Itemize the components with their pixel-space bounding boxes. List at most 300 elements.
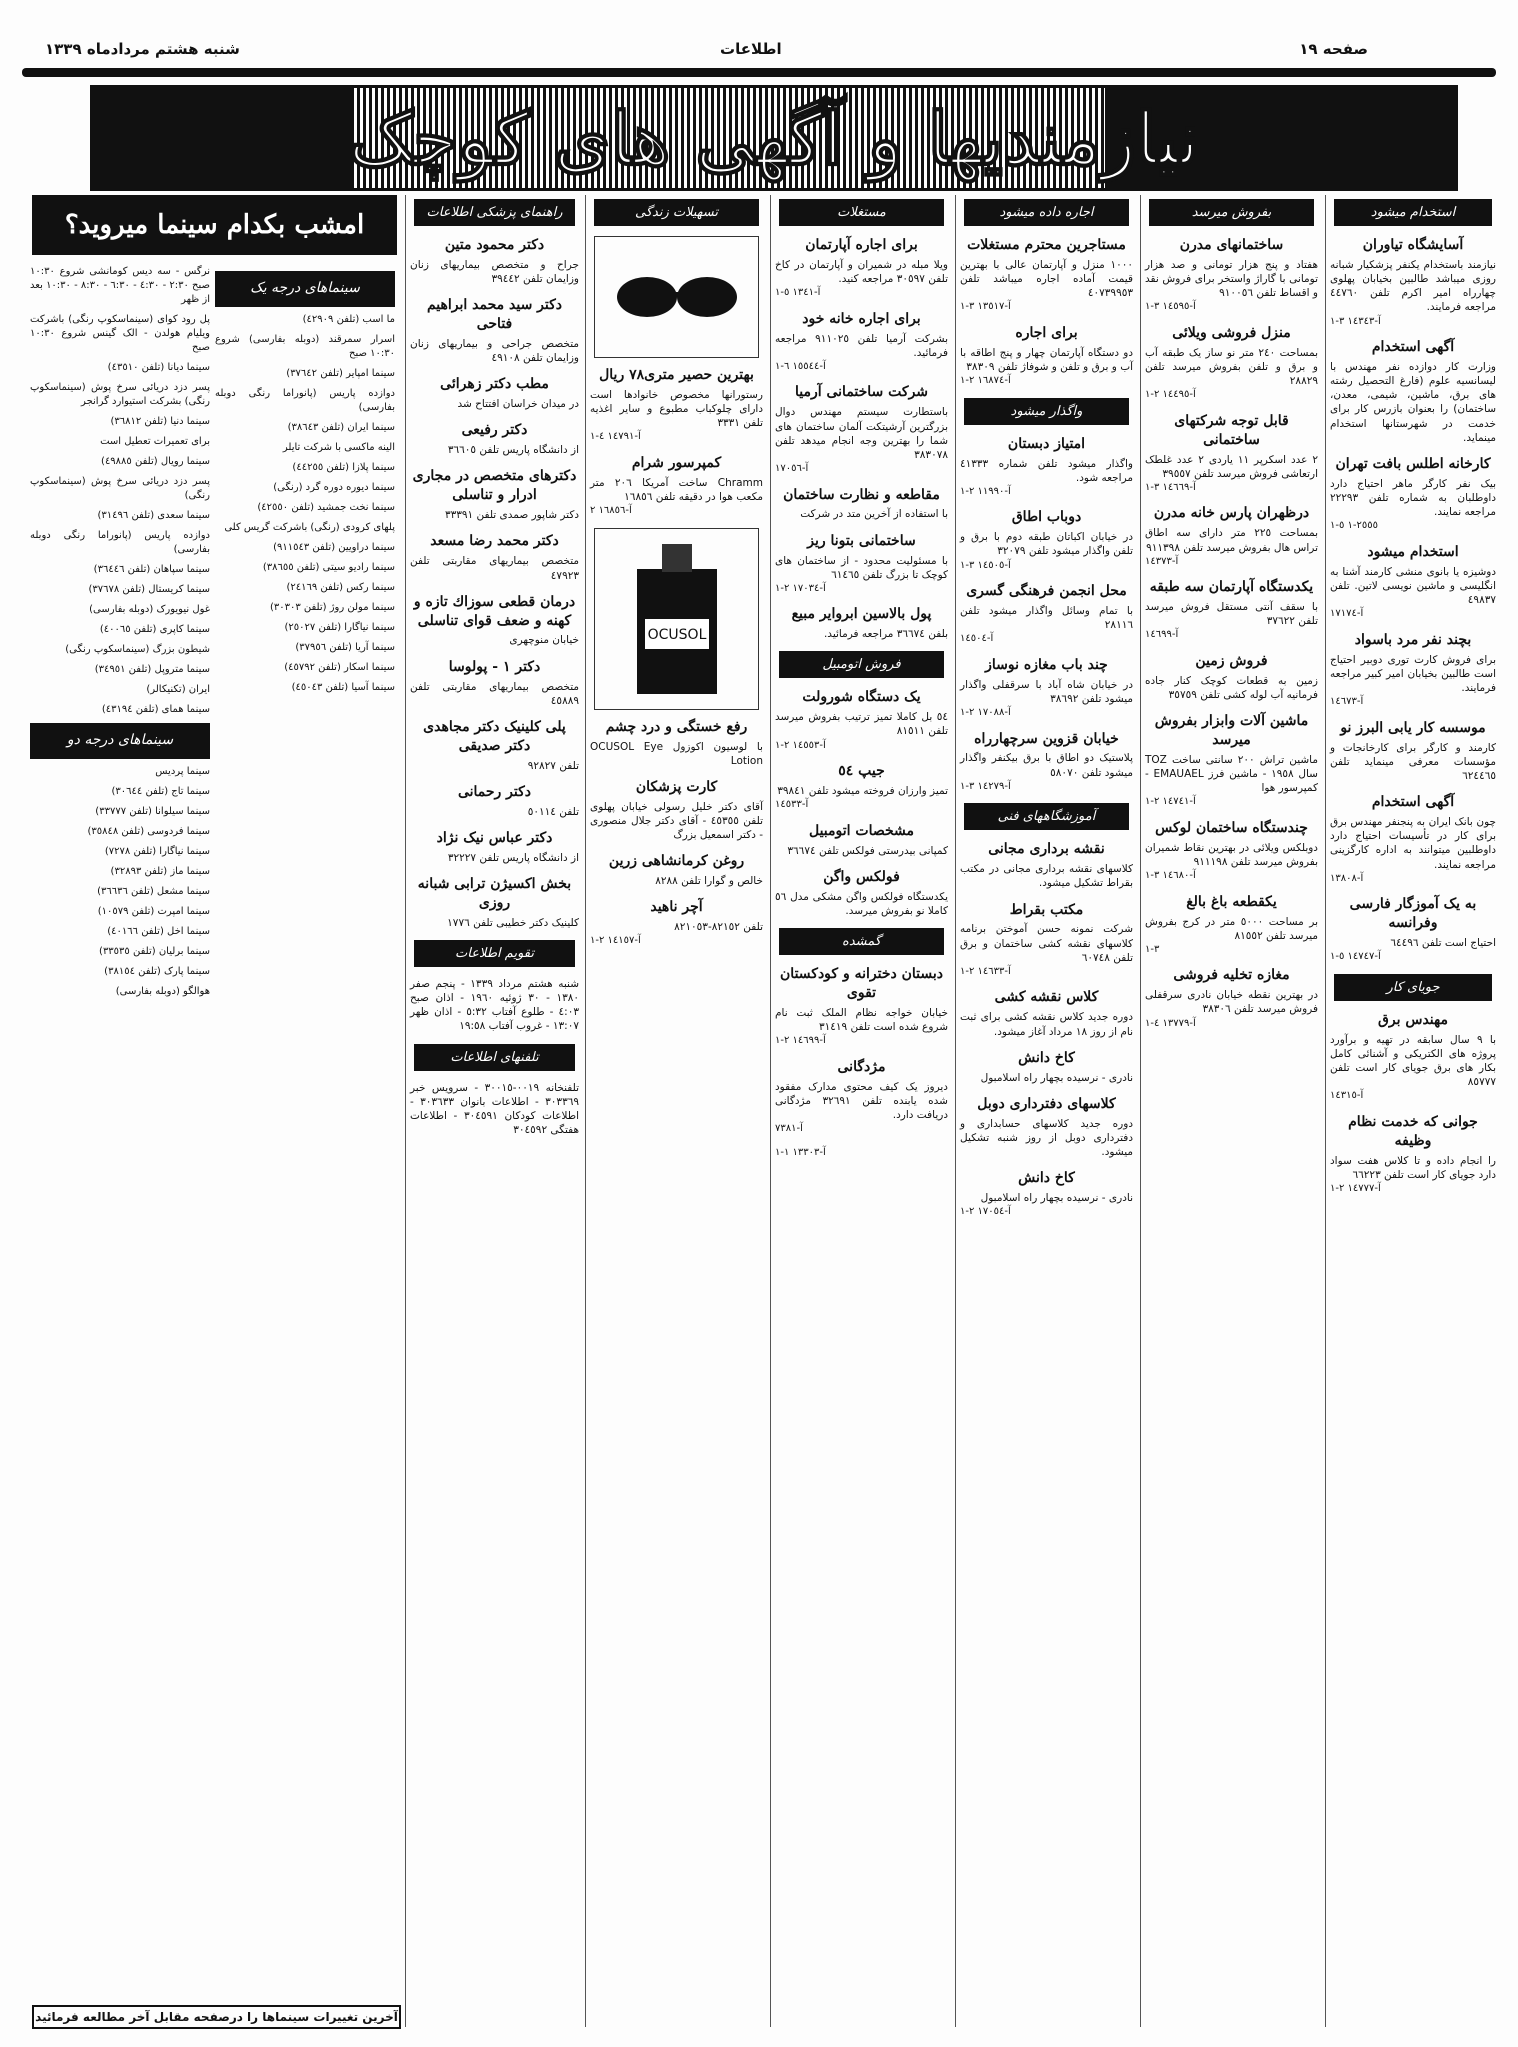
classified-ad bbox=[590, 898, 763, 948]
classified-ad bbox=[775, 486, 948, 522]
ad-code: آ-١٧١٧٤ bbox=[1330, 608, 1364, 620]
classified-ad bbox=[960, 582, 1133, 646]
ad-code: ٢٥٥٥-١ ٥-١ bbox=[1330, 520, 1379, 532]
ad-title: دکترهای متخصص در مجاری ادرار و تناسلی bbox=[412, 468, 577, 504]
ad-body: هفتاد و پنج هزار تومانی و صد هزار تومانی با گاراژ واستخر برای فروش نقد و اقساط تلفن ٩١٠٠٥٦ bbox=[1145, 258, 1318, 300]
cinema-listing: الینه ماکسی با شرکت تایلر bbox=[282, 441, 395, 453]
ad-title: بهترین حصیر متری٧٨ ریال bbox=[599, 367, 754, 383]
cinema-listing: سینما نیاگارا (تلفن ٢٥٠٢٧) bbox=[284, 621, 395, 633]
classified-ad bbox=[960, 656, 1133, 720]
ad-code: آ-١٤٦٦٩ ٣-١ bbox=[1145, 481, 1196, 493]
ad-code: آ-١٥٥٤٤ ٦-١ bbox=[775, 360, 826, 372]
ad-title: یکقطعه باغ بالغ bbox=[1186, 893, 1277, 910]
ad-title: برای اجاره خانه خود bbox=[802, 310, 921, 327]
ad-title: آگهی استخدام bbox=[1371, 339, 1455, 356]
classified-ad bbox=[410, 421, 579, 457]
ad-code: آ-١٤٥٥٣ ٢-١ bbox=[775, 739, 826, 751]
classified-column bbox=[585, 195, 767, 2027]
ad-title: خیابان قزوین سرچهارراه bbox=[974, 730, 1119, 747]
classified-ad bbox=[1145, 893, 1318, 957]
cinema-listing: سینما آسیا (تلفن ٤٥٠٤٣) bbox=[291, 681, 395, 693]
ad-title: قابل توجه شرکتهای ساختمانی bbox=[1174, 412, 1289, 448]
ad-body: کلاسهای نقشه برداری مجانی در مکتب بقراط تشکیل میشود. bbox=[960, 863, 1133, 890]
section-heading: اجاره داده میشود bbox=[964, 199, 1129, 226]
classified-ad bbox=[410, 375, 579, 411]
cinema-listing: سینما کاپری (تلفن ٤٠٠٦٥) bbox=[99, 624, 210, 635]
classified-ad bbox=[410, 236, 579, 286]
classified-ad bbox=[1145, 412, 1318, 495]
cinema-footer-note: آخرین تغییرات سینماها را درصفحه مقابل آخر مطالعه فرمائید bbox=[32, 2005, 401, 2029]
classified-ad bbox=[775, 1146, 948, 1160]
ad-title: کاخ دانش bbox=[1018, 1170, 1075, 1187]
ad-title: آگهی استخدام bbox=[1371, 794, 1455, 811]
ad-body: تلفن ٨٢١٥٢-٨٢١٠٥٣ bbox=[674, 921, 763, 934]
ad-title: بچند نفر مرد باسواد bbox=[1354, 631, 1472, 648]
classified-ad bbox=[410, 467, 579, 522]
cinema-listing: سینما رادیو سیتی (تلفن ٣٨٦٥٥) bbox=[262, 561, 395, 573]
ad-title: نقشه برداری مجانی bbox=[988, 841, 1105, 858]
ad-title: استخدام میشود bbox=[1367, 543, 1459, 560]
cinema-listing: سینما آریا (تلفن ٣٧٩٥٦) bbox=[295, 641, 395, 653]
ad-title: مشخصات اتومبیل bbox=[808, 822, 915, 839]
classified-ad bbox=[960, 1049, 1133, 1085]
cinema-column-a bbox=[215, 265, 395, 2017]
ad-title: کلاس نقشه کشی bbox=[994, 989, 1099, 1006]
svg-text:OCUSOL: OCUSOL bbox=[647, 626, 706, 643]
cinema-listing: شیطون بزرگ (سینماسکوپ رنگی) bbox=[65, 644, 210, 655]
ad-title: دکتر محمد رضا مسعد bbox=[430, 533, 559, 550]
cinema-listing: سینما اخل (تلفن ٤٠١٦٦) bbox=[107, 925, 210, 937]
ad-body: ١٠٠٠ منزل و آپارتمان عالی با بهترین قیمت آماده اجاره میباشد تلفن ٤٠٧٣٩٩٥٣ bbox=[960, 258, 1133, 300]
ad-body: متخصص بیماریهای مقاربتی تلفن ٤٧٩٢٣ bbox=[410, 555, 579, 582]
cinema-listing: دوازده پاریس (پانوراما رنگی دوبله بفارسی) bbox=[30, 530, 210, 555]
section-heading: مستغلات bbox=[779, 199, 944, 226]
ad-code: آ-١٤٣١٥ bbox=[1330, 1090, 1364, 1102]
cinema-title: امشب بکدام سینما میروید؟ bbox=[32, 195, 397, 255]
ad-body: ماشین تراش ٢٠٠ سانتی ساخت TOZ سال ١٩٥٨ - ماشین فرز EMAUAEL - کمپرسور هوا bbox=[1145, 753, 1318, 795]
ad-title: کاخ دانش bbox=[1018, 1049, 1075, 1066]
classified-ad bbox=[590, 852, 763, 888]
ad-body: خیابان منوچهری bbox=[509, 634, 579, 647]
ad-body: ٢ عدد اسکرپر ١١ یاردی ٢ عدد غلطک ارتعاشی فروش میرسد تلفن ٣٩٥٥٧ bbox=[1145, 453, 1319, 480]
second-class-cinemas-heading: سینماهای درجه دو bbox=[30, 723, 210, 759]
ad-body: چون بانک ایران به پنجنفر مهندس برق برای کار در تأسیسات احتیاج دارد داوطلبین میتوانند به اداره کارگزینی مراجعه نمایند. bbox=[1330, 816, 1496, 871]
ad-body: شرکت نمونه حسن آموختن برنامه کلاسهای نقشه کشی ساختمان و برق تلفن ٦٠٧٤٨ bbox=[960, 923, 1133, 964]
ad-body: واگذار میشود تلفن شماره ٤١٣٣٣ مراجعه شود. bbox=[960, 457, 1133, 484]
cinema-listing: نرگس - سه دیس کومانشی شروع ١٠:٣٠ صبح ٢:٣٠ - ٤:٣٠ - ٦:٣٠ - ٨:٣٠ - ١٠:٣٠ بعد از ظهر bbox=[30, 266, 210, 305]
ad-body: برای فروش کارت توری دوبیر احتیاج است طالبین بخیابان امیر کبیر مراجعه فرمایند. bbox=[1330, 653, 1496, 695]
classified-ad bbox=[410, 532, 579, 582]
ad-body: جراح و متخصص بیماریهای زنان وزایمان تلفن ٣٩٤٤٢ bbox=[410, 258, 579, 286]
ad-title: برای اجاره bbox=[1015, 324, 1078, 341]
header-rule bbox=[22, 68, 1496, 77]
ad-body: بر مساحت ٥٠٠٠ متر در کرج بفروش میرسد تلفن ٨١٥٥٢ bbox=[1145, 915, 1319, 942]
classified-ad bbox=[410, 829, 579, 865]
ad-title: جیپ ٥٤ bbox=[838, 763, 885, 780]
section-heading: تقویم اطلاعات bbox=[414, 940, 575, 967]
ad-code: ٣-١ bbox=[1145, 943, 1160, 955]
cinema-listing: سینما ایران (تلفن ٣٨٦٤٣) bbox=[287, 421, 395, 433]
classified-ad bbox=[1330, 631, 1496, 709]
ad-code: آ-٧٣٨١ bbox=[775, 1123, 803, 1135]
ad-title: مقاطعه و نظارت ساختمان bbox=[783, 486, 940, 503]
ad-title: درمان قطعی سوزاك تازه و کهنه و ضعف قوای تناسلی bbox=[413, 593, 576, 629]
classified-column bbox=[770, 195, 952, 2027]
cinema-listing: پلهای کرودی (رنگی) باشرکت گریس کلی bbox=[224, 521, 395, 533]
classified-ad bbox=[1145, 504, 1318, 568]
classified-ad bbox=[775, 310, 948, 374]
ad-body: بمساحت ٢٢٥ متر دارای سه اطاق تراس هال بفروش میرسد تلفن ٩١١٣٩٨ bbox=[1145, 527, 1318, 554]
cinema-listing: پل رود کوای (سینماسکوپ رنگی) باشرکت ویلیام هولدن - الک گینس شروع ١٠:٣٠ صبح bbox=[30, 314, 210, 353]
cinema-listing: سینما امپرت (تلفن ١٠٥٧٩) bbox=[97, 905, 210, 917]
ad-title: دوباب اطاق bbox=[1011, 509, 1082, 526]
ad-code: آ-١٣٧٧٩ ٤-١ bbox=[1145, 1017, 1196, 1029]
classified-ad bbox=[960, 840, 1133, 890]
classified-ad bbox=[590, 366, 763, 444]
classified-column bbox=[1140, 195, 1322, 2027]
ad-title: مطب دکتر زهرائی bbox=[440, 376, 549, 393]
ad-title: ساختمانی بتونا ریز bbox=[807, 532, 916, 549]
cinema-listing: سینما تاج (تلفن ٣٠٦٤٤) bbox=[111, 785, 210, 797]
cinema-listing: سینما دراویین (تلفن ٩١١٥٤٣) bbox=[273, 541, 395, 553]
cinema-listing: اسرار سمرقند (دوبله بفارسی) شروع ١٠:٣٠ صبح bbox=[215, 333, 395, 359]
ad-code: آ-١٦٨٥٦ ٢ bbox=[590, 505, 632, 517]
classified-ad bbox=[1330, 543, 1496, 621]
cinema-listing: ما اسب (تلفن ٤٢٩٠٩) bbox=[302, 313, 395, 325]
section-heading: فروش اتومبیل bbox=[779, 651, 944, 678]
classified-ad bbox=[1330, 338, 1496, 445]
ad-title: کمپرسور شرام bbox=[631, 454, 722, 471]
ad-body: بیک نفر کارگر ماهر احتیاج دارد داوطلبان به شماره تلفن ٢٢٢٩٣ مراجعه نمایند. bbox=[1330, 477, 1496, 519]
ad-title: رفع خستگی و درد چشم bbox=[605, 718, 748, 735]
ad-title: روغن کرمانشاهی زرین bbox=[608, 853, 745, 870]
cinema-listing: سینما کریستال (تلفن ٣٧٦٧٨) bbox=[88, 584, 210, 595]
ad-title: بخش اکسیژن ترابی شبانه روزی bbox=[417, 875, 572, 911]
ad-body: نادری - نرسیده بچهار راه اسلامبول bbox=[980, 1192, 1133, 1205]
ad-body: در بهترین نقطه خیابان نادری سرقفلی فروش میرسد تلفن ٣٨٣٠٦ bbox=[1145, 989, 1318, 1016]
section-heading: تلفنهای اطلاعات bbox=[414, 1044, 575, 1071]
ad-title: کارخانه اطلس بافت تهران bbox=[1335, 456, 1491, 472]
ad-title: دکتر سید محمد ابراهیم فتاحی bbox=[426, 297, 563, 333]
ad-body: متخصص بیماریهای مقاربتی تلفن ٤٥٨٨٩ bbox=[410, 680, 579, 707]
classified-ad bbox=[590, 778, 763, 842]
banner-title: نیازمندیها و آگهی های کوچک bbox=[348, 95, 1200, 181]
classified-ad bbox=[960, 1169, 1133, 1219]
ad-code: آ-١٤٦٩٩ bbox=[1145, 629, 1179, 641]
ad-title: دکتر رحمانی bbox=[457, 783, 532, 800]
ad-body: در میدان خراسان افتتاح شد bbox=[457, 398, 579, 411]
ad-code: آ-١٤٦٣٣ ٢-١ bbox=[960, 965, 1011, 977]
ad-body: بشرکت آرمیا تلفن ٩١١٠٢٥ مراجعه فرمائید. bbox=[775, 332, 949, 359]
cinema-listing: سینما متروپل (تلفن ٣٤٩٥١) bbox=[94, 664, 210, 675]
ad-title: پول بالاسین ابروایر مبیع bbox=[791, 606, 932, 623]
ad-code: آ-١٤٦٩٩ ٢-١ bbox=[775, 1035, 826, 1047]
ad-title: کارت پزشکان bbox=[635, 778, 718, 795]
ad-code: آ-١٤٣٤٣ ٣-١ bbox=[1330, 315, 1381, 327]
cinema-listing: پسر دزد دریائی سرخ پوش (سینماسکوپ رنگی) بشرکت استیوارد گرانجر bbox=[30, 382, 210, 407]
cinema-listing: سینما مشعل (تلفن ٣٦٦٣٦) bbox=[97, 885, 210, 897]
ad-body: دو دستگاه آپارتمان چهار و پنج اطاقه با آب و برق و تلفن و شوفاژ تلفن ٣٨٣٠٩ bbox=[960, 346, 1133, 373]
ad-title: فروش زمین bbox=[1195, 652, 1268, 669]
cinema-listing: سینما سعدی (تلفن ٣١٤٩٦) bbox=[97, 510, 210, 521]
classified-ad bbox=[410, 593, 579, 648]
classified-ad bbox=[1145, 236, 1318, 314]
section-heading: جویای کار bbox=[1334, 974, 1492, 1001]
ad-code: آ-١٤٦٨٠ ٣-١ bbox=[1145, 870, 1196, 882]
classified-column bbox=[1325, 195, 1500, 2027]
ad-body: از دانشگاه پاریس تلفن ٣٢٢٢٧ bbox=[447, 851, 579, 864]
cinema-listing: سینما اسکار (تلفن ٤٥٧٩٢) bbox=[284, 661, 395, 673]
cinema-listing: سینما فردوسی (تلفن ٣٥٨٤٨) bbox=[87, 825, 210, 837]
classified-ad bbox=[1330, 1113, 1496, 1196]
cinema-listing: برای تعمیرات تعطیل است bbox=[100, 436, 210, 447]
section-heading: بفروش میرسد bbox=[1149, 199, 1314, 226]
classified-ad bbox=[410, 783, 579, 819]
ad-code: آ-١٤٥٠٥ ٣-١ bbox=[960, 559, 1011, 571]
classified-ad bbox=[960, 730, 1133, 794]
ad-body: با مسئولیت محدود - از ساختمان های کوچک تا بزرگ تلفن ٦١٤٦٥ bbox=[775, 554, 948, 581]
ad-body: دیروز یک کیف محتوی مدارک مفقود شده یابنده تلفن ٣٢٦٩١ مژدگانی دریافت دارد. bbox=[775, 1080, 948, 1121]
classified-ad bbox=[410, 658, 579, 708]
classified-ad bbox=[1145, 819, 1318, 883]
ad-body: با تمام وسائل واگذار میشود تلفن ٢٨١١٦ bbox=[960, 605, 1133, 632]
ad-body: تلفن ٩٢٨٢٧ bbox=[527, 759, 579, 772]
cinema-listing: غول نیویورک (دوبله بفارسی) bbox=[89, 604, 210, 615]
classified-ad bbox=[960, 988, 1133, 1038]
section-heading: آموزشگاههای فنی bbox=[964, 803, 1129, 830]
cinema-listing: ایران (تکنیکالر) bbox=[146, 684, 210, 695]
cinema-listing: هوالگو (دوبله بفارسی) bbox=[115, 985, 210, 997]
ad-title: مژدگانی bbox=[837, 1058, 886, 1075]
ad-body: پلاستیک دو اطاق با برق بیکنفر واگذار میشود تلفن ٥٨٠٧٠ bbox=[960, 752, 1133, 779]
ad-code: آ-١٤٤٩٥ ٢-١ bbox=[1145, 389, 1196, 401]
ad-code: آ-١٧٠٨٨ ٢-١ bbox=[960, 707, 1011, 719]
classified-ad bbox=[775, 532, 948, 596]
ad-title: چند باب مغازه نوساز bbox=[985, 656, 1108, 673]
ad-code: آ-١٤١٥٧ ٢-١ bbox=[590, 935, 641, 947]
cinema-listing: سینما ماز (تلفن ٣٢٨٩٣) bbox=[110, 865, 210, 877]
ad-body: ٥٤ بل کاملا تمیز ترتیب بفروش میرسد تلفن ٨١٥١١ bbox=[775, 711, 948, 738]
section-heading: گمشده bbox=[779, 928, 944, 955]
ad-body: کلینیک دکتر خطیبی تلفن ١٧٧٦ bbox=[447, 916, 579, 929]
ad-body: کارمند و کارگر برای کارخانجات و مؤسسات معرفی مینماید تلفن ٦٢٤٤٦٥ bbox=[1330, 741, 1496, 782]
ad-title: آچر ناهید bbox=[650, 899, 703, 916]
ad-title: مستاجرین محترم مستغلات bbox=[967, 237, 1126, 253]
cinema-listing: سینما همای (تلفن ٤٣١٩٤) bbox=[101, 704, 210, 715]
classified-ad bbox=[1330, 236, 1496, 328]
cinema-listing: سینما نخت جمشید (تلفن ٤٢٥٥٠) bbox=[257, 501, 395, 513]
section-heading: واگذار میشود bbox=[964, 398, 1129, 425]
phone-directory: تلفنخانه ٠٠١٩-٣٠٠١٥ - سرویس خبر ٣٠٣٣٦٩ - اطلاعات بانوان ٣٠٣٦٣٣ - اطلاعات کودکان ٣٠٤٥٩١ - اطلاعات هفتگی ٣٠٤٥٩٢ bbox=[410, 1081, 579, 1137]
ad-code: آ-١٣٨٠٨ bbox=[1330, 872, 1364, 884]
ad-body: تمیز وارزان فروخته میشود تلفن ٣٩٨٤١ bbox=[777, 785, 948, 798]
ad-body: آقای دکتر خلیل رسولی خیابان پهلوی تلفن ٤٥٣٥٥ - آقای دکتر جلال منصوری - دکتر اسمعیل بزرگ bbox=[590, 800, 763, 842]
ad-title: دبستان دخترانه و کودکستان تقوی bbox=[780, 966, 943, 1001]
cinema-listing: سینما برلیان (تلفن ٣٣٥٣٥) bbox=[99, 945, 210, 957]
ad-title: امتیاز دبستان bbox=[1007, 435, 1086, 452]
classified-ad bbox=[960, 901, 1133, 979]
eye-lotion-bottle-image bbox=[594, 528, 759, 710]
ad-code: آ-١٣٤١ ٥-١ bbox=[775, 287, 821, 299]
section-heading: تسهیلات زندگی bbox=[594, 199, 759, 226]
classified-ad bbox=[960, 508, 1133, 572]
cinema-listing: سینما نیاگارا (تلفن ٧٢٧٨) bbox=[104, 845, 210, 857]
classified-ad bbox=[960, 1095, 1133, 1159]
ad-title: مغازه تخلیه فروشی bbox=[1173, 967, 1290, 984]
ad-code: آ-١٧٠٣٤ ٢-١ bbox=[775, 582, 826, 594]
ad-title: ماشین آلات وابزار بفروش میرسد bbox=[1154, 713, 1309, 749]
ad-code: آ-١٤٥٣٣ bbox=[775, 799, 809, 811]
ad-body: در خیابان شاه آباد با سرقفلی واگذار میشود تلفن ٣٨٦٩٢ bbox=[960, 678, 1133, 705]
ad-title: موسسه کار یابی البرز نو bbox=[1340, 719, 1486, 736]
ad-title: به یک آموزگار فارسی وفرانسه bbox=[1349, 896, 1477, 932]
classified-ad bbox=[775, 822, 948, 858]
ad-body: با لوسیون اکوزول OCUSOL Eye Lotion bbox=[590, 740, 763, 767]
ad-code: آ-١٤٣٧٣ bbox=[1145, 555, 1179, 567]
cinema-listing: سینما دیوره دوره گرد (رنگی) bbox=[273, 481, 395, 493]
ad-code: آ-١١٩٩٠ ٢-١ bbox=[960, 485, 1011, 497]
page-number: صفحه ١٩ bbox=[1299, 40, 1368, 58]
cinema-listing: سینما سپاهان (تلفن ٣٦٤٤٦) bbox=[93, 564, 210, 575]
ad-title: یک دستگاه شورولت bbox=[802, 689, 921, 706]
ad-title: برای اجاره آپارتمان bbox=[805, 237, 918, 253]
ad-title: منزل فروشی ویلائی bbox=[1172, 324, 1291, 341]
classified-ad bbox=[775, 236, 948, 300]
classified-ad bbox=[775, 1058, 948, 1136]
calendar-text: شنبه هشتم مرداد ١٣٣٩ - پنجم صفر ١٣٨٠ - ٣٠ ژوئیه ١٩٦٠ - اذان صبح ٤:٠٣ - طلوع آفتاب ٥:٣٢ - اذان ظهر ١٣:٠٧ - غروب آفتاب ١٩:٥٨ bbox=[410, 977, 580, 1033]
ad-body: احتیاج است تلفن ٦٤٤٩٦ bbox=[1390, 936, 1496, 949]
classifieds-banner bbox=[90, 85, 1458, 191]
classified-ad bbox=[1330, 793, 1496, 885]
classified-ad bbox=[1145, 652, 1318, 702]
ad-body: یکدستگاه فولکس واگن مشکی مدل ٥٦ کاملا نو بفروش میرسد. bbox=[775, 890, 948, 917]
classified-ad bbox=[410, 875, 579, 930]
ad-title: یکدستگاه آپارتمان سه طبقه bbox=[1149, 579, 1314, 596]
ad-code: آ-١٧٠٥٤ ٢-١ bbox=[960, 1206, 1011, 1218]
ad-body: دوشیزه یا بانوی منشی کارمند آشنا به انگلیسی و ماشین نویسی لاتین. تلفن ٤٩٨٣٧ bbox=[1330, 565, 1496, 607]
ad-code: آ-١٤٧٧٧ ٢-١ bbox=[1330, 1182, 1381, 1194]
ad-title: ساختمانهای مدرن bbox=[1179, 237, 1284, 253]
classified-ad bbox=[410, 296, 579, 365]
ad-title: محل انجمن فرهنگی گسری bbox=[966, 583, 1127, 600]
classified-ad bbox=[775, 605, 948, 641]
classified-ad bbox=[1145, 966, 1318, 1030]
classified-ad bbox=[1145, 578, 1318, 642]
classified-ad bbox=[1330, 895, 1496, 963]
classified-ad bbox=[1145, 712, 1318, 809]
cinema-listing: سینما پلازا (تلفن ٤٤٢٥٥) bbox=[292, 461, 395, 473]
ad-body: با سقف آنتی مستقل فروش میرسد تلفن ٣٧٦٢٢ bbox=[1145, 601, 1318, 628]
classified-ad bbox=[1330, 719, 1496, 783]
ad-body: خالص و گوارا تلفن ٨٢٨٨ bbox=[655, 875, 763, 888]
cinema-listing: سینما پردیس bbox=[155, 765, 210, 777]
classified-ad bbox=[960, 236, 1133, 314]
ad-body: وزارت کار دوازده نفر مهندس با لیسانسیه علوم (فارغ التحصیل رشته های برق، ماشین، شیمی، معدن، ساختمان) را بعنوان بازرس کار برای خدمت در شهرستانها استخدام مینماید. bbox=[1330, 360, 1496, 444]
cinema-listing: سینما مولن روژ (تلفن ٣٠٣٠٣) bbox=[269, 601, 395, 613]
cinema-listing: پسر دزد دریائی سرخ پوش (سینماسکوپ رنگی) bbox=[30, 476, 210, 501]
ad-title: شرکت ساختمانی آرمیا bbox=[794, 384, 929, 401]
ad-body: دوبلکس ویلائی در بهترین نقاط شمیران بفروش میرسد تلفن ٩١١١٩٨ bbox=[1145, 841, 1318, 868]
ad-code: آ-١٤٦٧٣ bbox=[1330, 696, 1364, 708]
issue-date: شنبه هشتم مردادماه ١٣٣٩ bbox=[45, 40, 240, 58]
ad-title: آسایشگاه تیاوران bbox=[1362, 237, 1464, 253]
ad-body: دوره جدید کلاسهای حسابداری و دفترداری دوبل از روز شنبه تشکیل میشود. bbox=[960, 1117, 1133, 1158]
ad-code: آ-١٤٧٤١ ٢-١ bbox=[1145, 796, 1196, 808]
ad-title: مکتب بقراط bbox=[1009, 901, 1084, 918]
ad-title: مهندس برق bbox=[1378, 1011, 1448, 1028]
ad-title: جوانی که خدمت نظام وظیفه bbox=[1348, 1113, 1478, 1149]
ad-body: باستطارت سیستم مهندس دوال بزرگترین آرشیتکت آلمان ساختمان های شما را بهترین وجه انجام میدهد تلفن ٣٨٣٠٧٨ bbox=[775, 406, 948, 461]
classified-ad bbox=[1330, 1011, 1496, 1103]
ad-body: تلفن ٥٠١١٤ bbox=[527, 805, 579, 818]
section-heading: استخدام میشود bbox=[1334, 199, 1492, 226]
classified-ad bbox=[775, 688, 948, 752]
newspaper-name: اطلاعات bbox=[720, 40, 782, 58]
ad-body: نادری - نرسیده بچهار راه اسلامبول bbox=[980, 1071, 1133, 1084]
ad-body: نیازمند باستخدام یکنفر پزشکیار شبانه روزی میباشد طالبین بخیابان پهلوی چهارراه امیر اکرم تلفن ٤٤٧٦٠ مراجعه فرمایند. bbox=[1330, 258, 1496, 314]
ad-title: دکتر محمود متین bbox=[444, 237, 545, 253]
ad-title: فولکس واگن bbox=[823, 868, 900, 885]
ad-code: آ-١٤٧٤٧ ٥-١ bbox=[1330, 951, 1381, 963]
ad-title: دکتر عباس نیک نژاد bbox=[436, 829, 553, 846]
ad-code: آ-١٤٧٩١ ٤-١ bbox=[590, 431, 641, 443]
ad-body: با استفاده از آخرین متد در شرکت bbox=[800, 508, 948, 521]
ad-body: بلفن ٣٦٦٧٤ مراجعه فرمائید. bbox=[823, 628, 948, 641]
ad-code: آ-١٤٥٠٤ bbox=[960, 633, 994, 645]
ad-title: دکتر ١ - پولوسا bbox=[448, 658, 541, 675]
ad-body: را انجام داده و تا کلاس هفت سواد دارد جویای کار است تلفن ٦٦٢٢٣ bbox=[1330, 1154, 1496, 1181]
ad-code: آ-١٦٨٧٤ ٢-١ bbox=[960, 375, 1011, 387]
ad-body: خیابان خواجه نظام الملک ثبت نام شروع شده است تلفن ٣١٤١٩ bbox=[775, 1006, 948, 1033]
classified-ad bbox=[590, 718, 763, 768]
ad-code: آ-١٤٥٩٥ ٣-١ bbox=[1145, 301, 1196, 313]
cinema-listing: سینما رکس (تلفن ٢٤١٦٩) bbox=[286, 581, 395, 593]
ad-code: آ-١٤٢٧٩ ٣-١ bbox=[960, 780, 1011, 792]
cinema-column-b bbox=[30, 265, 210, 2017]
ad-body: دکتر شاپور صمدی تلفن ٣٣٣٩١ bbox=[444, 509, 579, 522]
classified-ad bbox=[775, 965, 948, 1048]
ad-title: درظهران پارس خانه مدرن bbox=[1153, 505, 1310, 522]
classified-ad bbox=[775, 762, 948, 812]
classified-ad bbox=[410, 718, 579, 773]
ad-body: رستورانها مخصوص خانوادها است دارای چلوکباب مطبوع و سایر اغذیه تلفن ٣٣٣١ bbox=[590, 388, 763, 430]
ad-body: دوره جدید کلاس نقشه کشی برای ثبت نام از روز ١٨ مرداد آغاز میشود. bbox=[960, 1011, 1133, 1038]
section-heading: راهنمای پزشکی اطلاعات bbox=[414, 199, 575, 226]
classified-ad bbox=[960, 435, 1133, 499]
ad-code: آ-١٧٠٥٦ bbox=[775, 463, 809, 475]
cinema-listing: سینما سیلوانا (تلفن ٣٣٧٧٧) bbox=[95, 805, 210, 817]
ad-body: زمین به قطعات کوچک کنار جاده فرمانیه آب لوله کشی تلفن ٣٥٧٥٩ bbox=[1145, 674, 1318, 701]
classified-ad bbox=[775, 868, 948, 918]
ad-code: آ-١٣٥١٧ ٣-١ bbox=[960, 301, 1011, 313]
ad-body: در خیابان اکباتان طبقه دوم با برق و تلفن واگذار میشود تلفن ٣٢٠٧٩ bbox=[960, 531, 1133, 558]
ad-body: متخصص جراحی و بیماریهای زنان وزایمان تلفن ٤٩١٠٨ bbox=[410, 338, 579, 365]
classified-ad bbox=[1145, 324, 1318, 402]
cinema-listing: دوازده پاریس (پانوراما رنگی دوبله بفارسی) bbox=[215, 387, 395, 413]
cinema-listing: سینما دیانا (تلفن ٤٣٥١٠) bbox=[107, 362, 210, 373]
ad-body: با ٩ سال سابقه در تهیه و برآورد پروژه های الکتریکی و آشنائی کامل بکار های برق جویای کار است تلفن ٨٥٧٧٧ bbox=[1330, 1033, 1496, 1089]
classified-column bbox=[405, 195, 583, 2027]
ad-body: ویلا مبله در شمیران و آپارتمان در کاخ تلفن ٣٠٥٩٧ مراجعه کنید. bbox=[775, 258, 948, 286]
cinema-listing: سینما پارک (تلفن ٣٨١٥٤) bbox=[104, 965, 210, 977]
ad-body: کمپانی بیدرستی فولکس تلفن ٣٦٦٧٤ bbox=[787, 844, 948, 857]
ad-title: کلاسهای دفترداری دوبل bbox=[977, 1095, 1116, 1112]
classified-column bbox=[955, 195, 1137, 2027]
classified-ad bbox=[960, 324, 1133, 388]
cinema-listing: سینما رویال (تلفن ٤٩٨٨٥) bbox=[101, 456, 210, 467]
classified-ad bbox=[775, 383, 948, 475]
ad-title: پلی کلینیک دکتر مجاهدی دکتر صدیقی bbox=[423, 718, 566, 754]
